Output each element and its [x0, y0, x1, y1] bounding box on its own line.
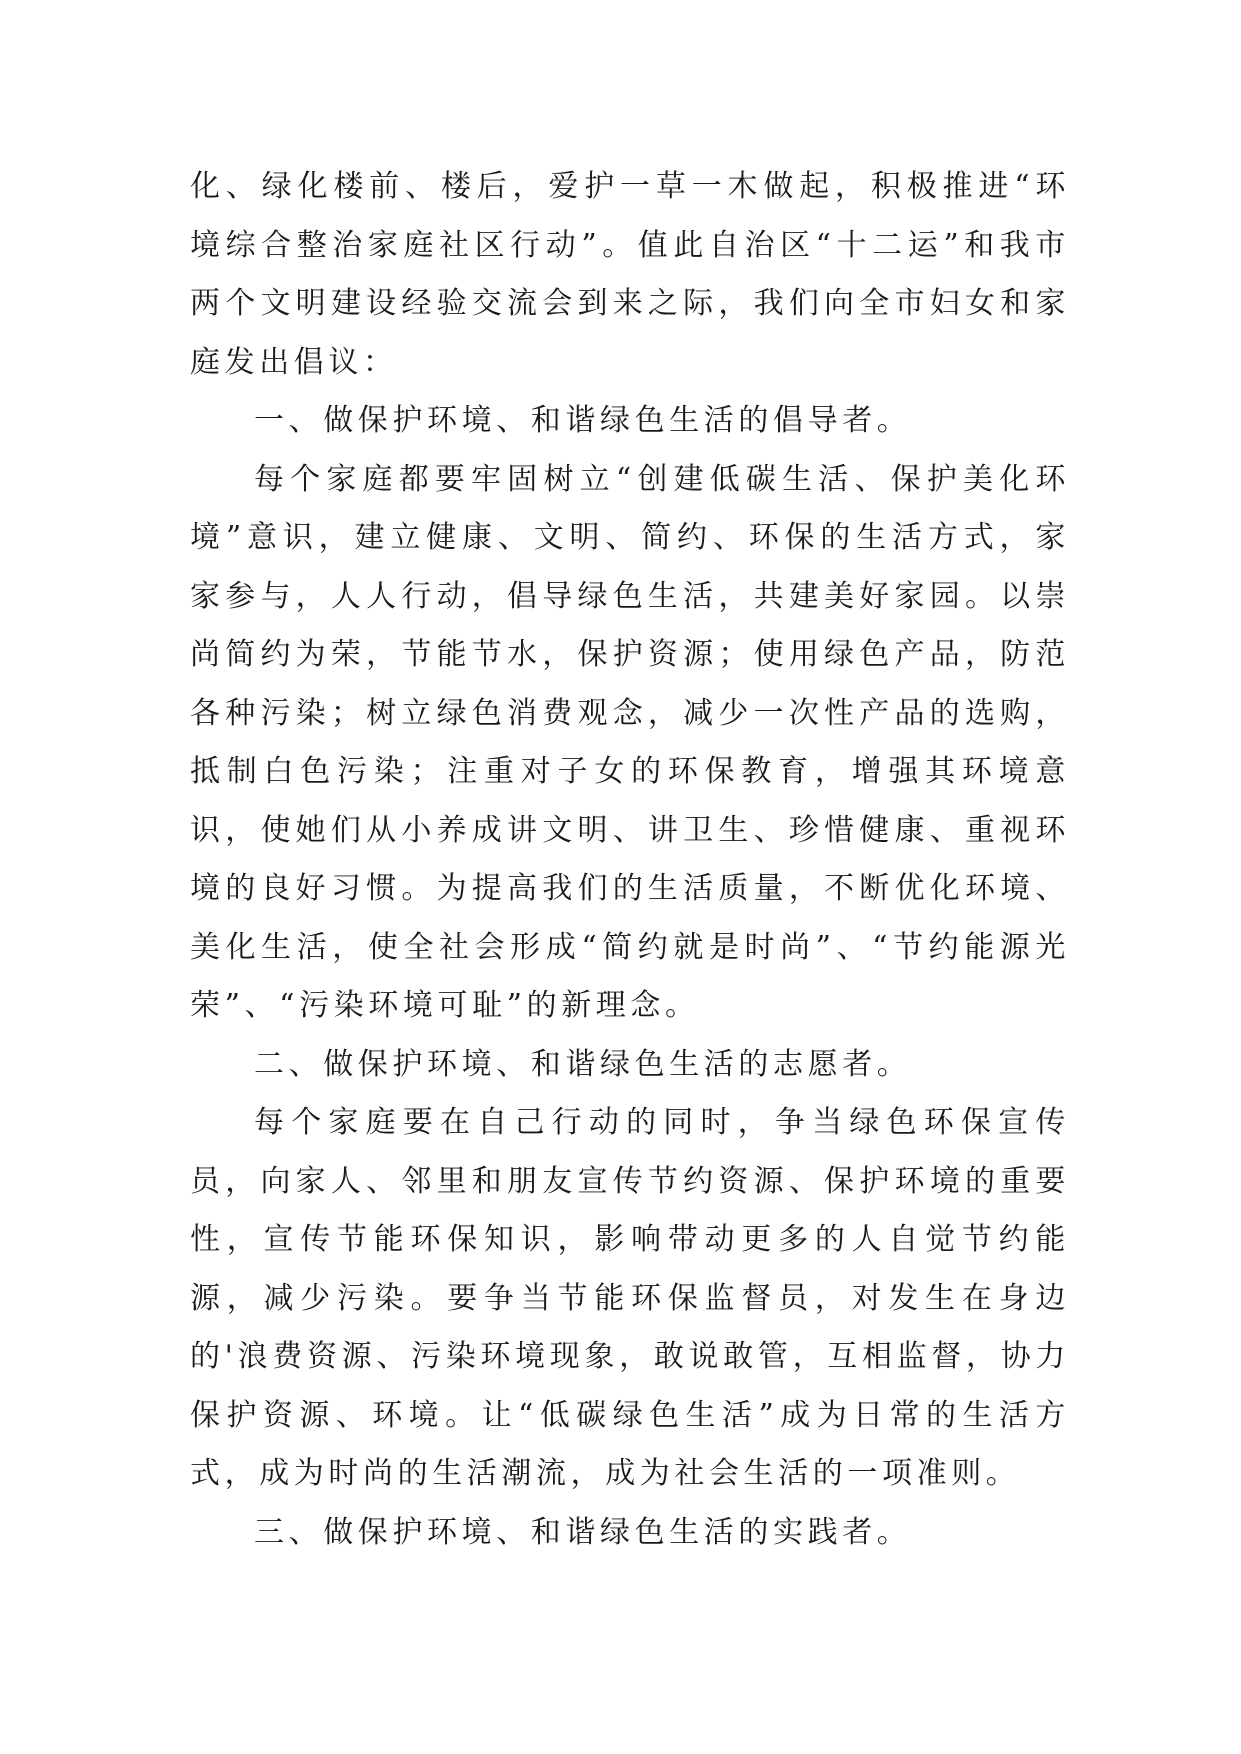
document-body [190, 158, 1070, 1562]
paragraph-section-1: 每个家庭都要牢固树立“创建低碳生活、保护美化环境”意识，建立健康、文明、简约、环保的生活方式，家家参与，人人行动，倡导绿色生活，共建美好家园。以崇尚简约为荣，节能节水，保护资源；使用绿色产品，防范各种污染；树立绿色消费观念，减少一次性产品的选购，抵制白色污染；注重对子女的环保教育，增强其环境意识，使她们从小养成讲文明、讲卫生、珍惜健康、重视环境的良好习惯。为提高我们的生活质量，不断优化环境、美化生活，使全社会形成“简约就是时尚”、“节约能源光荣”、“污染环境可耻”的新理念。 [190, 461, 1070, 1023]
paragraph-section-2: 每个家庭要在自己行动的同时，争当绿色环保宣传员，向家人、邻里和朋友宣传节约资源、保护环境的重要性，宣传节能环保知识，影响带动更多的人自觉节约能源，减少污染。要争当节能环保监督员，对发生在身边的'浪费资源、污染环境现象，敢说敢管，互相监督，协力保护资源、环境。让“低碳绿色生活”成为日常的生活方式，成为时尚的生活潮流，成为社会生活的一项准则。 [190, 1105, 1070, 1491]
section-heading-3: 三、做保护环境、和谐绿色生活的实践者。 [254, 1514, 912, 1550]
section-heading-2: 二、做保护环境、和谐绿色生活的志愿者。 [254, 1046, 912, 1082]
section-heading-1: 一、做保护环境、和谐绿色生活的倡导者。 [254, 403, 912, 438]
paragraph-continuation: 化、绿化楼前、楼后，爱护一草一木做起，积极推进“环境综合整治家庭社区行动”。值此自治区“十二运”和我市两个文明建设经验交流会到来之际，我们向全市妇女和家庭发出倡议： [190, 169, 1070, 380]
